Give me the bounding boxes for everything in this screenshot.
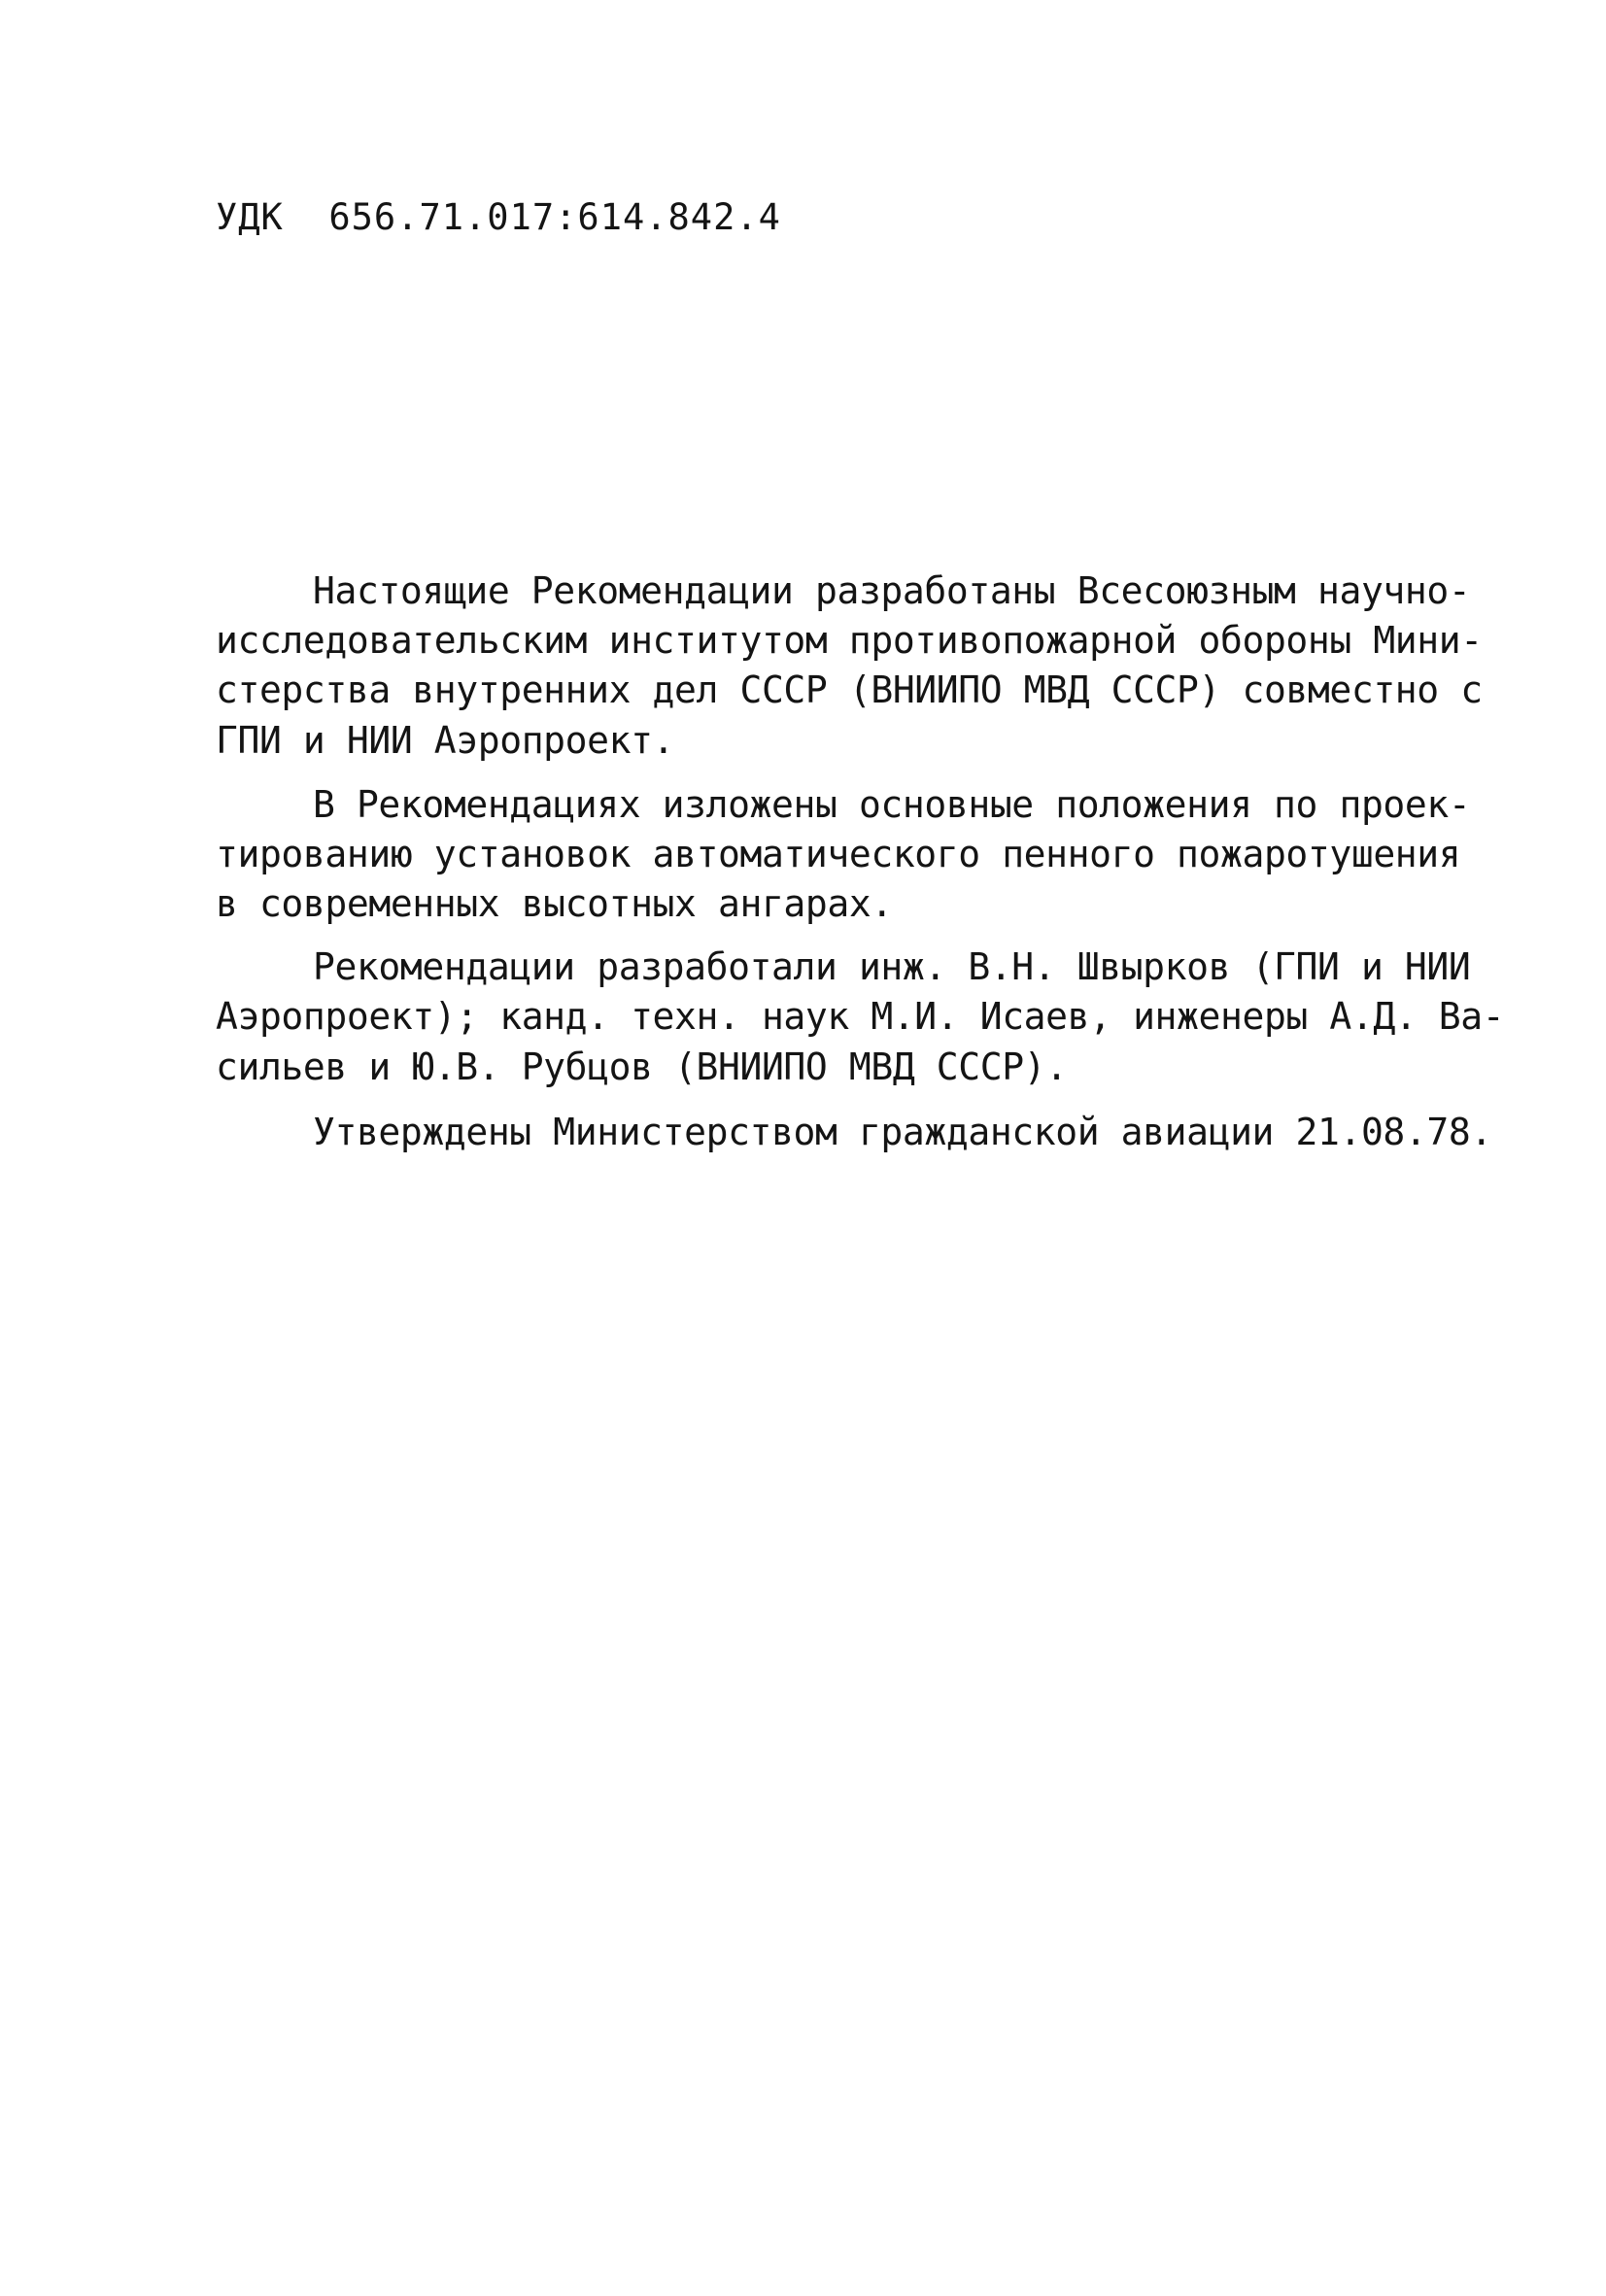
text-line: ГПИ и НИИ Аэропроект. — [216, 719, 675, 762]
text-line: В Рекомендациях изложены основные положения по проек- — [313, 783, 1471, 826]
text-line: тированию установок автоматического пенного пожаротушения — [216, 833, 1461, 875]
text-line: в современных высотных ангарах. — [216, 882, 893, 925]
udk-code: УДК 656.71.017:614.842.4 — [216, 196, 781, 238]
text-line: Рекомендации разработали инж. В.Н. Швырков (ГПИ и НИИ — [313, 945, 1471, 988]
text-line: Аэропроект); канд. техн. наук М.И. Исаев, инженеры А.Д. Ва- — [216, 995, 1505, 1038]
text-line: стерства внутренних дел СССР (ВНИИПО МВД СССР) совместно с — [216, 668, 1483, 711]
text-line: Утверждены Министерством гражданской авиации 21.08.78. — [313, 1111, 1492, 1153]
text-line: исследовательским институтом противопожарной обороны Мини- — [216, 619, 1483, 662]
text-line: сильев и Ю.В. Рубцов (ВНИИПО МВД СССР). — [216, 1045, 1068, 1088]
text-line: Настоящие Рекомендации разработаны Всесоюзным научно- — [313, 569, 1471, 612]
